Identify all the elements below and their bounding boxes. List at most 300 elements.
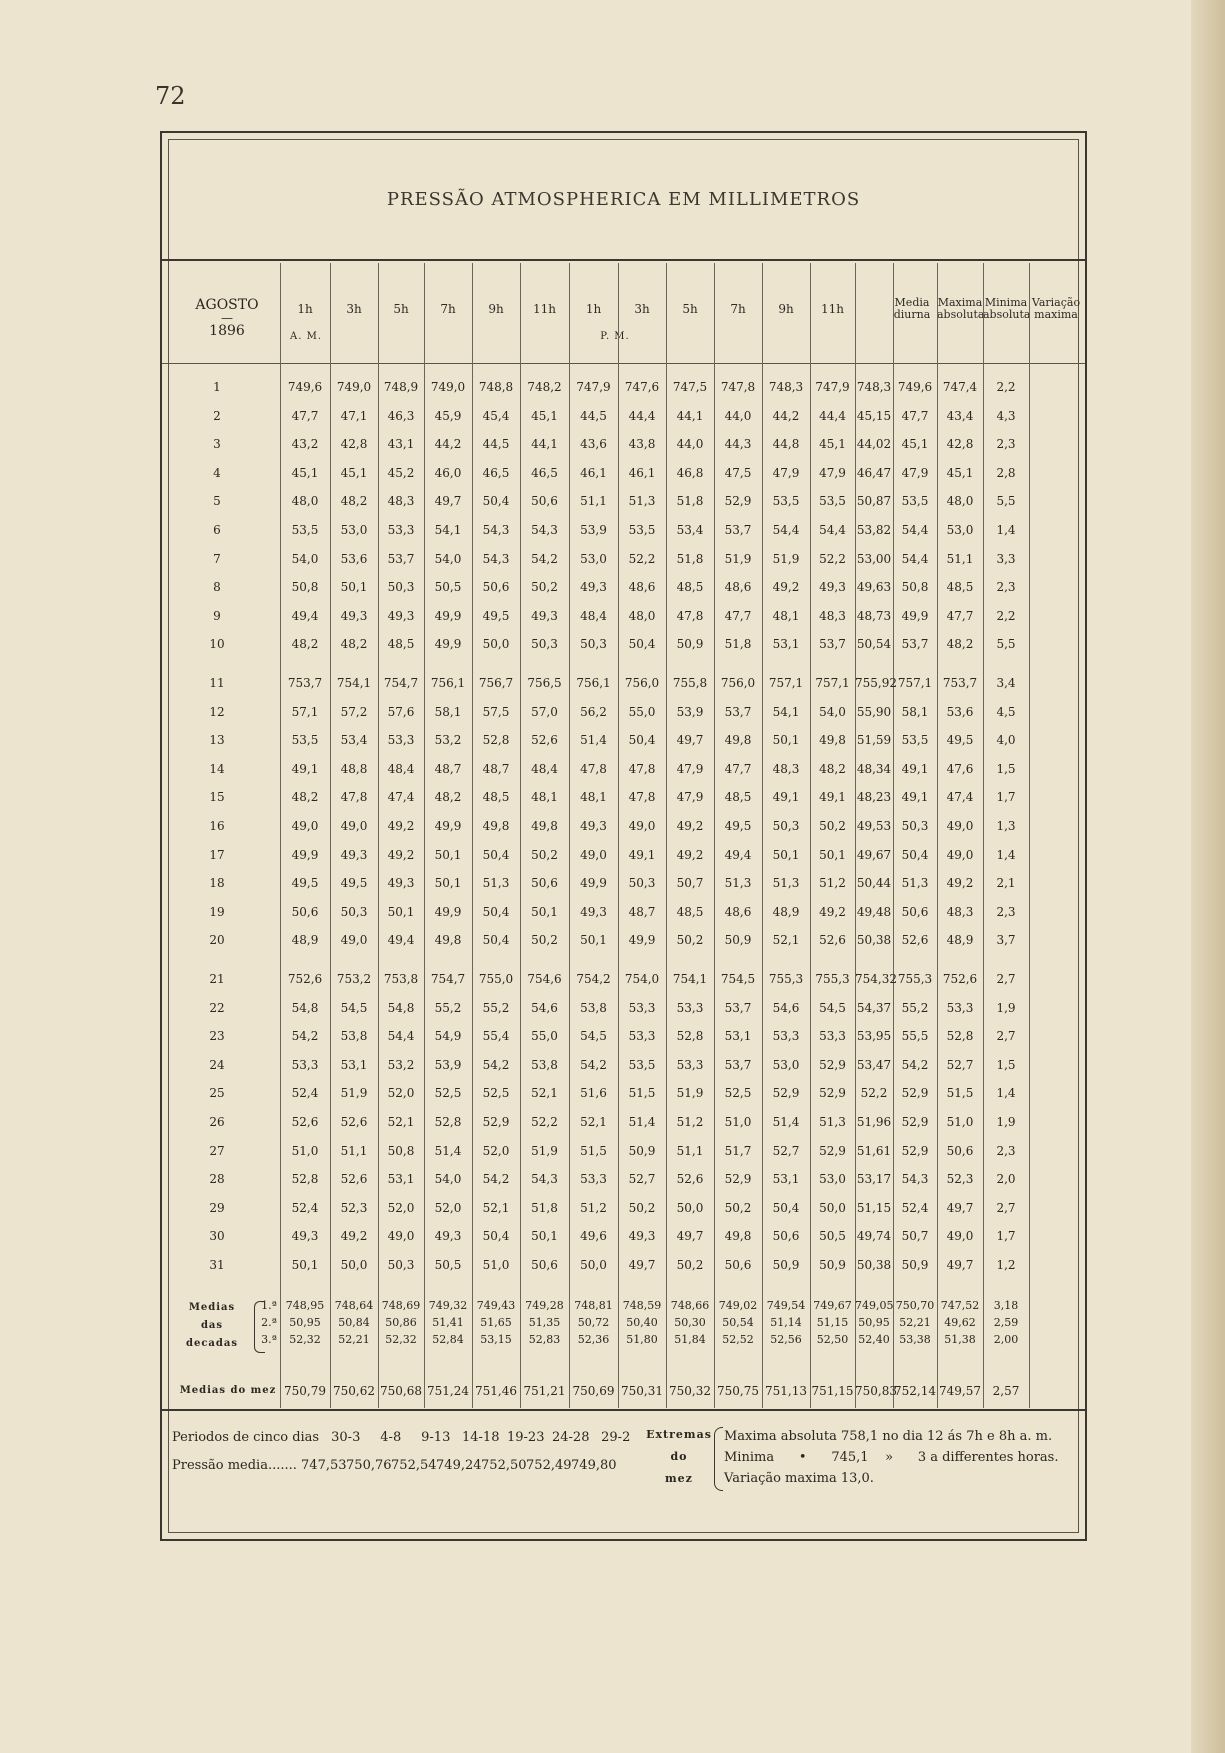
pressure-cell: 52,9 [901,1115,929,1129]
pressure-cell: 49,2 [946,876,974,891]
pressure-cell: 51,6 [580,1086,607,1101]
pressure-cell: 49,0 [291,819,319,833]
pressure-cell: 49,1 [628,847,656,862]
pressure-cell: 54,6 [772,1000,800,1015]
month-means-values [162,1382,1087,1402]
pressure-cell: 48,1 [580,790,607,805]
decade-cell: 51,65 [480,1316,512,1329]
table-row [162,874,1087,894]
pressure-cell: 52,6 [819,933,846,948]
pressure-cell: 54,1 [434,523,462,537]
pressure-cell: 54,9 [434,1029,462,1044]
pressure-cell: 54,4 [819,523,846,537]
pressure-cell: 51,3 [482,876,510,891]
pressure-cell: 2,3 [996,580,1016,595]
pressure-cell: 752,6 [942,972,978,986]
pressure-cell: 53,5 [772,494,800,509]
pressure-cell: 753,2 [336,972,372,986]
pressure-cell: 52,5 [724,1086,752,1101]
pressure-cell: 49,9 [434,819,462,833]
pressure-cell: 2,3 [996,437,1016,452]
pressure-cell: 49,74 [856,1229,892,1244]
pressure-cell: 57,0 [531,704,558,719]
pressure-cell: 54,3 [482,523,510,537]
pressure-cell: 46,0 [434,465,462,480]
month-mean-cell: 750,68 [380,1384,422,1398]
pressure-cell: 49,8 [482,819,510,833]
decade-cell: 51,84 [674,1333,706,1346]
pressure-cell: 53,3 [628,1000,656,1015]
hour-header: 1h [585,302,602,316]
pressure-cell: 55,2 [434,1000,462,1015]
decade-label: Medias das decadas [185,1302,239,1349]
pressure-cell: 55,4 [482,1029,510,1044]
pressure-cell: 51,96 [856,1115,892,1129]
pressure-cell: 53,7 [901,637,929,652]
pressure-cell: 50,2 [676,1258,704,1272]
pressure-cell: 49,3 [580,904,607,919]
pressure-cell: 756,5 [527,676,562,690]
pressure-cell: 50,54 [856,637,892,652]
pressure-cell: 49,0 [628,819,656,833]
pressure-cell: 49,2 [387,819,415,833]
month-mean-cell: 750,31 [621,1384,663,1398]
pressure-cell: 2,3 [996,904,1016,919]
decade-cell: 749,32 [428,1299,468,1312]
period-pressure: 749,80 [571,1458,617,1473]
pressure-cell: 49,4 [387,933,415,948]
pressure-cell: 754,32 [855,972,897,986]
table-row [162,999,1087,1019]
pressure-cell: 53,7 [387,551,415,566]
table-row [162,1113,1087,1133]
pressure-cell: 50,6 [946,1143,974,1158]
pressure-cell: 47,7 [946,608,974,623]
period-pressure: 752,50 [481,1458,527,1473]
pressure-cell: 51,9 [340,1086,368,1101]
pressure-cell: 50,5 [434,1258,462,1272]
decade-row [162,1333,1087,1353]
pressure-cell: 50,4 [628,637,656,652]
pressure-cell: 53,0 [772,1057,800,1072]
pressure-cell: 49,3 [434,1229,462,1244]
pressure-cell: 52,2 [531,1115,558,1129]
pressure-cell: 48,0 [946,494,974,509]
pressure-cell: 52,5 [482,1086,510,1101]
pressure-cell: 3,4 [996,676,1016,690]
table-row [162,378,1087,398]
title-rule [162,259,1085,261]
pressure-cell: 50,9 [819,1258,846,1272]
table-row [162,1084,1087,1104]
pressure-cell: 46,1 [580,465,607,480]
pressure-cell: 5,5 [996,637,1016,652]
pressure-cell: 54,37 [856,1000,892,1015]
pressure-cell: 55,2 [901,1000,929,1015]
pressure-cell: 48,3 [772,761,800,776]
pressure-cell: 48,8 [340,761,368,776]
pressure-cell: 52,6 [531,733,558,748]
month-mean-cell: 751,15 [811,1384,854,1398]
pressure-cell: 50,3 [387,580,415,595]
pressure-cell: 49,8 [724,733,752,748]
pressure-cell: 49,6 [580,1229,607,1244]
pressure-cell: 50,7 [901,1229,929,1244]
pressure-cell: 2,2 [996,380,1016,394]
pressure-cell: 1,4 [996,1086,1016,1101]
table-row [162,435,1087,455]
decade-cell: 750,70 [895,1299,935,1312]
pressure-cell: 44,2 [434,437,462,452]
pressure-cell: 48,4 [580,608,607,623]
pressure-cell: 51,5 [946,1086,974,1101]
decade-cell: 50,84 [338,1316,370,1329]
pressure-cell: 52,4 [901,1200,929,1215]
pressure-cell: 58,1 [434,704,462,719]
pressure-cell: 48,7 [482,761,510,776]
pressure-cell: 3,7 [996,933,1016,948]
pressure-cell: 54,8 [291,1000,319,1015]
pressure-cell: 52,0 [387,1086,415,1101]
pressure-cell: 49,0 [580,847,607,862]
hour-header: 3h [634,302,650,316]
day-number: 13 [209,733,225,748]
decade-cell: 51,80 [626,1333,658,1346]
pressure-cell: 52,0 [434,1200,462,1215]
day-number: 12 [209,704,225,719]
pressure-cell: 52,7 [628,1172,656,1187]
pressure-cell: 50,9 [772,1258,800,1272]
decade-cell: 52,50 [816,1333,849,1346]
pressure-cell: 50,3 [531,637,558,652]
pressure-cell: 53,2 [387,1057,415,1072]
pressure-cell: 2,2 [996,608,1016,623]
month-mean-cell: 752,14 [894,1384,936,1398]
pressure-cell: 50,9 [676,637,704,652]
period-pressure: 750,76 [346,1458,392,1473]
pressure-cell: 757,1 [897,676,933,690]
pressure-cell: 50,8 [901,580,929,595]
pressure-cell: 47,9 [772,465,800,480]
pressure-cell: 53,3 [387,523,415,537]
pressure-cell: 49,3 [628,1229,656,1244]
pressure-cell: 50,0 [482,637,510,652]
table-row [162,788,1087,808]
pressure-cell: 754,2 [576,972,611,986]
pressure-cell: 50,5 [819,1229,846,1244]
pressure-cell: 4,5 [996,704,1016,719]
pressure-cell: 44,1 [531,437,558,452]
pressure-cell: 754,5 [720,972,756,986]
pressure-cell: 51,9 [724,551,752,566]
hour-header: 1h [297,302,313,316]
pressure-cell: 49,3 [580,819,607,833]
month-mean-cell: 750,62 [333,1384,375,1398]
pressure-cell: 47,8 [628,761,656,776]
table-row [162,635,1087,655]
decade-cell: 50,72 [577,1316,610,1329]
pressure-cell: 52,9 [482,1115,510,1129]
pressure-cell: 50,1 [772,847,800,862]
month-mean-cell: 750,79 [284,1384,326,1398]
decade-cell: 49,62 [944,1316,976,1329]
pressure-cell: 50,0 [819,1200,846,1215]
pressure-cell: 49,7 [434,494,462,509]
pressure-cell: 50,3 [628,876,656,891]
pressure-cell: 47,4 [387,790,415,805]
pressure-cell: 54,5 [580,1029,607,1044]
decade-cell: 748,69 [381,1299,421,1312]
pressure-cell: 52,9 [901,1086,929,1101]
pressure-cell: 43,8 [628,437,656,452]
month-dash: — [221,311,233,325]
pressure-cell: 47,9 [819,465,846,480]
pressure-cell: 50,2 [531,847,558,862]
day-number: 28 [209,1172,225,1187]
pressure-cell: 49,5 [946,733,974,748]
decade-cell: 749,54 [766,1299,806,1312]
pressure-cell: 52,2 [628,551,656,566]
pressure-cell: 753,8 [383,972,419,986]
pressure-cell: 50,38 [856,933,892,948]
pressure-cell: 47,9 [676,761,704,776]
day-number: 1 [213,380,221,394]
day-number: 29 [209,1200,225,1215]
pressure-cell: 50,1 [531,904,558,919]
footer-rule [162,1409,1085,1411]
media-diurna-header: Media diurna [893,296,931,321]
pressure-cell: 48,4 [531,761,558,776]
pressure-cell: 52,9 [901,1143,929,1158]
pressure-cell: 50,1 [340,580,368,595]
pressure-cell: 52,5 [434,1086,462,1101]
pressure-cell: 55,2 [482,1000,510,1015]
pressure-cell: 49,9 [434,904,462,919]
pressure-cell: 54,1 [772,704,800,719]
pressure-cell: 46,3 [387,408,415,423]
pressure-cell: 754,7 [383,676,419,690]
pressure-cell: 53,9 [580,523,607,537]
pressure-cell: 47,7 [724,761,752,776]
table-row [162,903,1087,923]
pressure-cell: 53,00 [856,551,892,566]
table-row [162,1227,1087,1247]
day-number: 17 [209,847,225,862]
pressure-cell: 47,8 [580,761,607,776]
pressure-cell: 2,3 [996,1143,1016,1158]
pressure-cell: 50,4 [482,847,510,862]
extreme-minima: Minima • 745,1 » 3 a differentes horas. [724,1450,1059,1465]
decade-cell: 51,41 [432,1316,464,1329]
pressure-cell: 45,1 [291,465,319,480]
month-name: AGOSTO [195,297,259,313]
month-mean-cell: 751,24 [427,1384,469,1398]
pressure-cell: 53,7 [724,1000,752,1015]
pressure-cell: 50,6 [531,876,558,891]
periods-label: Periodos de cinco dias [172,1430,320,1445]
pressure-cell: 748,2 [527,380,562,394]
pressure-cell: 50,6 [531,494,558,509]
pressure-cell: 50,4 [482,904,510,919]
pressure-cell: 53,3 [676,1000,704,1015]
pressure-cell: 50,1 [772,733,800,748]
pressure-cell: 53,1 [772,637,800,652]
pressure-cell: 48,1 [531,790,558,805]
pressure-cell: 48,5 [946,580,974,595]
pressure-cell: 51,3 [628,494,656,509]
pressure-cell: 755,0 [478,972,514,986]
pressure-cell: 57,1 [291,704,319,719]
pressure-cell: 53,6 [340,551,368,566]
pressure-cell: 53,0 [819,1172,846,1187]
pressure-cell: 49,7 [946,1200,974,1215]
pressure-cell: 47,7 [291,408,319,423]
pressure-cell: 54,3 [482,551,510,566]
day-number: 25 [209,1086,225,1101]
extremes-brace [714,1427,723,1491]
pressure-cell: 49,2 [676,847,704,862]
pressure-cell: 50,4 [482,494,510,509]
pressure-cell: 757,1 [768,676,804,690]
pressure-cell: 49,5 [291,876,319,891]
day-number: 11 [209,676,225,690]
pressure-cell: 49,8 [434,933,462,948]
pressure-cell: 47,6 [946,761,974,776]
table-row [162,407,1087,427]
pressure-cell: 52,0 [482,1143,510,1158]
decade-cell: 748,81 [574,1299,613,1312]
pressure-cell: 749,0 [430,380,466,394]
pressure-cell: 50,38 [856,1258,892,1272]
pressure-cell: 49,3 [340,608,368,623]
decade-cell: 3,18 [993,1299,1019,1312]
pressure-cell: 53,7 [724,1057,752,1072]
decade-cell: 2,59 [993,1316,1019,1329]
pressure-cell: 49,3 [387,608,415,623]
table-row [162,492,1087,512]
pressure-cell: 48,34 [856,761,892,776]
pressure-cell: 49,3 [819,580,846,595]
decade-cell: 50,54 [722,1316,754,1329]
pressure-cell: 53,1 [387,1172,415,1187]
pressure-cell: 58,1 [901,704,929,719]
pressure-cell: 755,8 [672,676,708,690]
pressure-cell: 48,5 [387,637,415,652]
pressure-cell: 44,8 [772,437,800,452]
pressure-cell: 53,82 [856,523,892,537]
pressure-cell: 48,3 [819,608,846,623]
pressure-cell: 49,0 [340,933,368,948]
pressure-cell: 755,3 [897,972,933,986]
pressure-cell: 50,2 [819,819,846,833]
pressure-cell: 52,2 [819,551,846,566]
pressure-cell: 55,0 [531,1029,558,1044]
pressure-cell: 52,4 [291,1086,319,1101]
pressure-cell: 49,2 [387,847,415,862]
pressure-cell: 49,0 [946,1229,974,1244]
pressure-cell: 50,3 [580,637,607,652]
decade-cell: 50,30 [674,1316,706,1329]
day-number: 26 [209,1115,225,1129]
pressure-cell: 49,5 [724,819,752,833]
hour-header: 11h [821,302,844,316]
day-number: 16 [209,819,225,833]
pressure-cell: 50,8 [291,580,319,595]
table-row [162,817,1087,837]
period-pressure: 752,54 [391,1458,437,1473]
pressure-cell: 51,3 [901,876,929,891]
pressure-cell: 51,2 [819,876,846,891]
pressure-cell: 49,3 [291,1229,319,1244]
pressure-cell: 54,4 [772,523,800,537]
decade-cell: 749,67 [813,1299,852,1312]
pressure-cell: 50,6 [724,1258,752,1272]
pressure-cell: 50,8 [387,1143,415,1158]
pressure-cell: 52,9 [724,1172,752,1187]
pressure-cell: 53,0 [340,523,368,537]
table-row [162,550,1087,570]
pressure-cell: 52,9 [772,1086,800,1101]
pressure-cell: 54,2 [580,1057,607,1072]
pressure-cell: 50,1 [580,933,607,948]
pressure-cell: 53,4 [340,733,368,748]
decade-cell: 748,66 [670,1299,710,1312]
decade-cell: 749,28 [525,1299,564,1312]
pressure-cell: 48,9 [291,933,319,948]
day-number: 19 [209,904,225,919]
maxima-absoluta-header: Maxima absoluta [937,296,985,321]
pressure-cell: 43,2 [291,437,319,452]
month-mean-cell: 750,69 [572,1384,615,1398]
pressure-cell: 756,7 [478,676,514,690]
day-number: 18 [209,876,225,891]
pressure-cell: 53,3 [819,1029,846,1044]
pressure-cell: 1,3 [996,819,1016,833]
table-row [162,703,1087,723]
pressure-cell: 52,1 [387,1115,415,1129]
table-row [162,521,1087,541]
pressure-cell: 49,8 [724,1229,752,1244]
pressure-cell: 50,87 [856,494,892,509]
day-number: 27 [209,1143,225,1158]
hour-header: 5h [393,302,409,316]
pressure-cell: 45,1 [946,465,974,480]
pressure-cell: 754,1 [336,676,372,690]
pressure-cell: 50,3 [901,819,929,833]
pressure-cell: 2,7 [996,972,1016,986]
pressure-cell: 50,4 [772,1200,800,1215]
pressure-cell: 749,0 [336,380,372,394]
pressure-cell: 5,5 [996,494,1016,509]
decade-cell: 52,83 [528,1333,561,1346]
pressure-cell: 44,0 [724,408,752,423]
pressure-cell: 45,1 [531,408,558,423]
period-range: 30-3 [331,1430,361,1445]
pressure-cell: 49,2 [772,580,800,595]
pressure-cell: 45,1 [340,465,368,480]
pressure-line [172,1458,616,1473]
pressure-label: Pressão media....... [172,1458,297,1473]
pressure-cell: 1,4 [996,847,1016,862]
pressure-cell: 48,5 [724,790,752,805]
pressure-cell: 50,1 [291,1258,319,1272]
day-number: 8 [213,580,221,595]
pressure-cell: 54,3 [901,1172,929,1187]
pressure-cell: 52,3 [946,1172,974,1187]
day-number: 15 [209,790,225,805]
pressure-cell: 1,9 [996,1000,1016,1015]
month-mean-cell: 750,75 [717,1384,759,1398]
